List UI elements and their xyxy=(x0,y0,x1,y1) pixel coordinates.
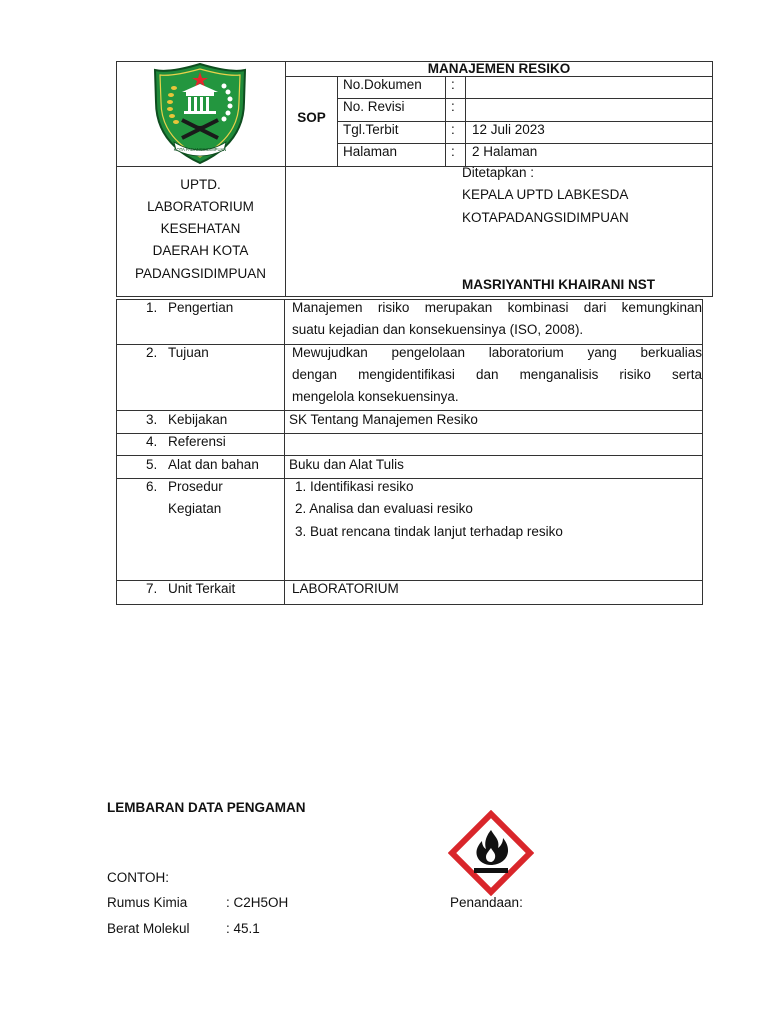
meta-colon: : xyxy=(451,77,455,92)
formula-value: : C2H5OH xyxy=(226,895,289,910)
row-label-procedure-2: Kegiatan xyxy=(168,501,222,516)
row-number: 4. xyxy=(146,434,158,449)
meta-colon: : xyxy=(451,144,455,159)
document-title: MANAJEMEN RESIKO xyxy=(427,61,571,76)
meta-value-pages: 2 Halaman xyxy=(472,144,538,159)
row-label-purpose: Tujuan xyxy=(168,345,209,360)
row-value-policy: SK Tentang Manajemen Resiko xyxy=(289,412,478,427)
meta-label-pages: Halaman xyxy=(343,144,398,159)
approval-office: KOTAPADANGSIDIMPUAN xyxy=(462,210,629,225)
row-label-related-unit: Unit Terkait xyxy=(168,581,236,596)
procedure-step: 3. Buat rencana tindak lanjut terhadap resiko xyxy=(295,524,563,539)
row-number: 1. xyxy=(146,300,158,315)
row-text-line: suatu kejadian dan konsekuensinya (ISO, 2008). xyxy=(292,322,584,337)
row-label-policy: Kebijakan xyxy=(168,412,228,427)
meta-value-issue-date: 12 Juli 2023 xyxy=(472,122,545,137)
meta-label-revision: No. Revisi xyxy=(343,99,405,114)
safety-heading: LEMBARAN DATA PENGAMAN xyxy=(107,800,306,815)
row-label-procedure: Prosedur xyxy=(168,479,223,494)
row-label-definition: Pengertian xyxy=(168,300,234,315)
meta-colon: : xyxy=(451,99,455,114)
formula-label: Rumus Kimia xyxy=(107,895,188,910)
row-value-related-unit: LABORATORIUM xyxy=(292,581,399,596)
molecular-weight-value: : 45.1 xyxy=(226,921,260,936)
row-text-line: mengelola konsekuensinya. xyxy=(292,389,459,404)
approval-position: KEPALA UPTD LABKESDA xyxy=(462,187,629,202)
row-text-line: dengan mengidentifikasi dan menganalisis risiko serta xyxy=(292,367,702,382)
city-emblem-logo xyxy=(152,62,248,166)
meta-colon: : xyxy=(451,122,455,137)
molecular-weight-label: Berat Molekul xyxy=(107,921,190,936)
procedure-step: 2. Analisa dan evaluasi resiko xyxy=(295,501,473,516)
row-label-reference: Referensi xyxy=(168,434,226,449)
meta-label-document-number: No.Dokumen xyxy=(343,77,422,92)
row-label-tools: Alat dan bahan xyxy=(168,457,259,472)
approval-signatory-name: MASRIYANTHI KHAIRANI NST xyxy=(462,277,656,292)
flame-icon xyxy=(448,810,534,896)
row-number: 5. xyxy=(146,457,158,472)
row-text-line: Mewujudkan pengelolaan laboratorium yang berkualias xyxy=(292,345,702,360)
row-number: 6. xyxy=(146,479,158,494)
row-number: 2. xyxy=(146,345,158,360)
approval-label: Ditetapkan : xyxy=(462,165,535,180)
example-label: CONTOH: xyxy=(107,870,170,885)
row-text-line: Manajemen risiko merupakan kombinasi dari kemungkinan xyxy=(292,300,702,315)
row-number: 7. xyxy=(146,581,158,596)
marking-label: Penandaan: xyxy=(450,895,523,910)
meta-label-issue-date: Tgl.Terbit xyxy=(343,122,399,137)
svg-text:KOTA PADANGSIDIMPUAN: KOTA PADANGSIDIMPUAN xyxy=(173,147,227,152)
procedure-step: 1. Identifikasi resiko xyxy=(295,479,414,494)
row-value-tools: Buku dan Alat Tulis xyxy=(289,457,404,472)
sop-label: SOP xyxy=(297,110,326,125)
row-number: 3. xyxy=(146,412,158,427)
